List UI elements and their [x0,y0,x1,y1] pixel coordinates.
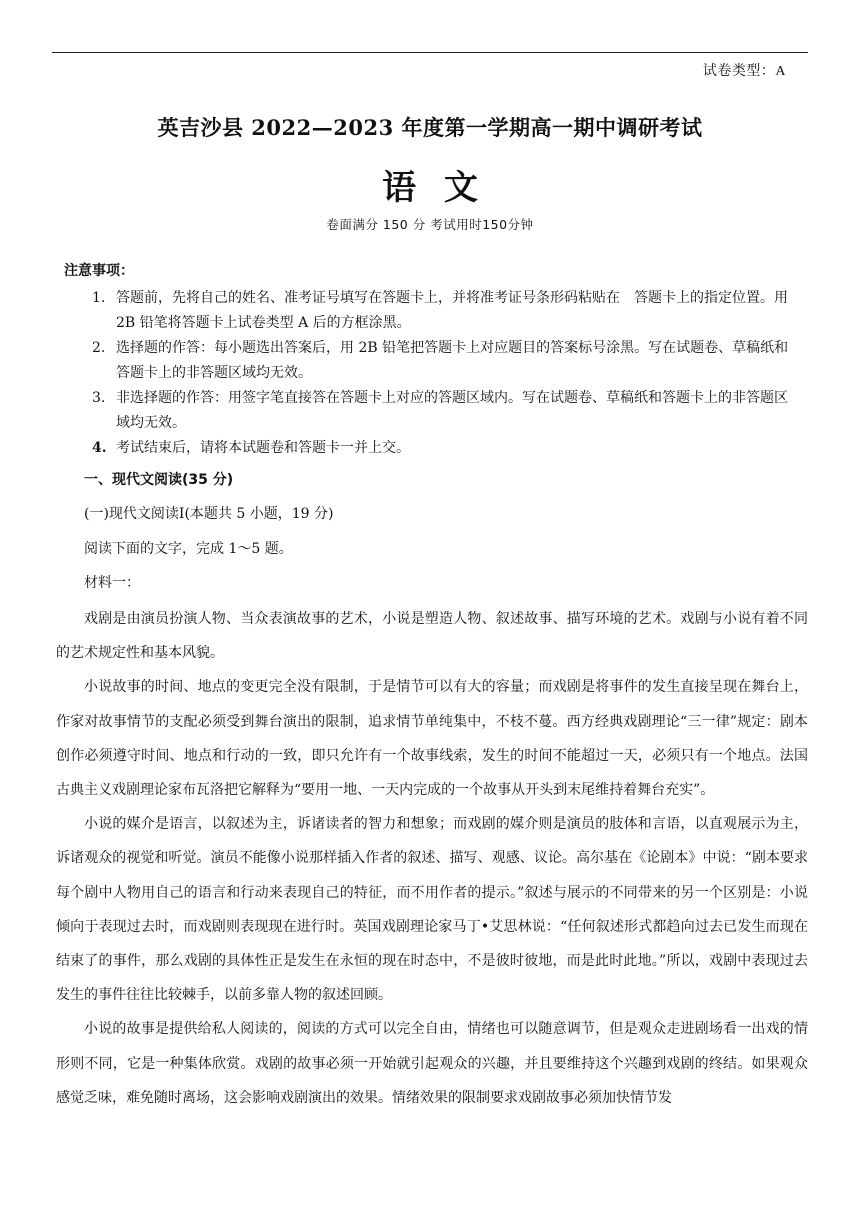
section-subheading: (一)现代文阅读Ⅰ(本题共 5 小题，19 分) [84,506,334,522]
notice-text: 非选择题的作答：用签字笔直接答在答题卡上对应的答题区域内。写在试题卷、草稿纸和答题卡上的非答题区域均无效。 [116,390,788,431]
notice-item [92,386,800,436]
notice-list [92,286,800,461]
notice-heading: 注意事项： [64,263,134,279]
notice-number: 4. [92,440,107,456]
notice-text: 答题前，先将自己的姓名、准考证号填写在答题卡上，并将准考证号条形码粘贴在 答题卡上的指定位置。用 2B 铅笔将答题卡上试卷类型 A 后的方框涂黑。 [116,290,788,331]
subject-char: 语 [382,168,417,208]
notice-text: 考试结束后，请将本试题卷和答题卡一并上交。 [116,440,410,456]
notice-item [92,436,800,461]
reading-passage [56,602,808,1115]
exam-title: 英吉沙县 2022—2023 年度第一学期高一期中调研考试 [157,115,703,140]
notice-number: 3. [92,390,106,406]
passage-paragraph: 戏剧是由演员扮演人物、当众表演故事的艺术，小说是塑造人物、叙述故事、描写环境的艺术。戏剧与小说有着不同的艺术规定性和基本风貌。 [56,611,808,662]
notice-number: 1. [92,290,106,306]
score-time-line: 卷面满分 150 分 考试用时150分钟 [326,217,534,232]
subject-char: 文 [443,168,478,208]
notice-text: 选择题的作答：每小题选出答案后，用 2B 铅笔把答题卡上对应题目的答案标号涂黑。写在试题卷、草稿纸和答题卡上的非答题区域均无效。 [116,340,789,381]
section-heading: 一、现代文阅读(35 分) [84,472,234,488]
header-rule [52,52,808,53]
passage-paragraph: 小说的媒介是语言，以叙述为主，诉诸读者的智力和想象；而戏剧的媒介则是演员的肢体和言语，以直观展示为主，诉诸观众的视觉和听觉。演员不能像小说那样插入作者的叙述、描写、观感、议论。高尔基在《论剧本》中说：“剧本要求每个剧中人物用自己的语言和行动来表现自己的特征，而不用作者的提示。”叙述与展示的不同带来的另一个区别是：小说倾向于表现过去时，而戏剧则表现现在进行时。英国戏剧理论家马丁•艾思林说：“任何叙述形式都趋向过去已发生而现在结束了的事件，那么戏剧的具体性正是发生在永恒的现在时态中，不是彼时彼地，而是此时此地。”所以，戏剧中表现过去发生的事件往往比较棘手，以前多靠人物的叙述回顾。 [56,816,808,1004]
notice-item [92,336,800,386]
reading-instruction: 阅读下面的文字，完成 1～5 题。 [84,541,293,557]
subject-title [0,160,860,209]
notice-item [92,286,800,336]
passage-paragraph: 小说故事的时间、地点的变更完全没有限制，于是情节可以有大的容量；而戏剧是将事件的发生直接呈现在舞台上，作家对故事情节的支配必须受到舞台演出的限制，追求情节单纯集中，不枝不蔓。西方经典戏剧理论“三一律”规定：剧本创作必须遵守时间、地点和行动的一致，即只允许有一个故事线索，发生的时间不能超过一天，必须只有一个地点。法国古典主义戏剧理论家布瓦洛把它解释为“要用一地、一天内完成的一个故事从开头到末尾维持着舞台充实”。 [56,679,808,799]
material-label: 材料一： [84,575,140,591]
passage-paragraph: 小说的故事是提供给私人阅读的，阅读的方式可以完全自由，情绪也可以随意调节，但是观众走进剧场看一出戏的情形则不同，它是一种集体欣赏。戏剧的故事必须一开始就引起观众的兴趣，并且要维持这个兴趣到戏剧的终结。如果观众感觉乏味，难免随时离场，这会影响戏剧演出的效果。情绪效果的限制要求戏剧故事必须加快情节发 [56,1021,808,1106]
exam-type-label: 试卷类型：A [702,64,786,79]
notice-number: 2. [92,340,106,356]
